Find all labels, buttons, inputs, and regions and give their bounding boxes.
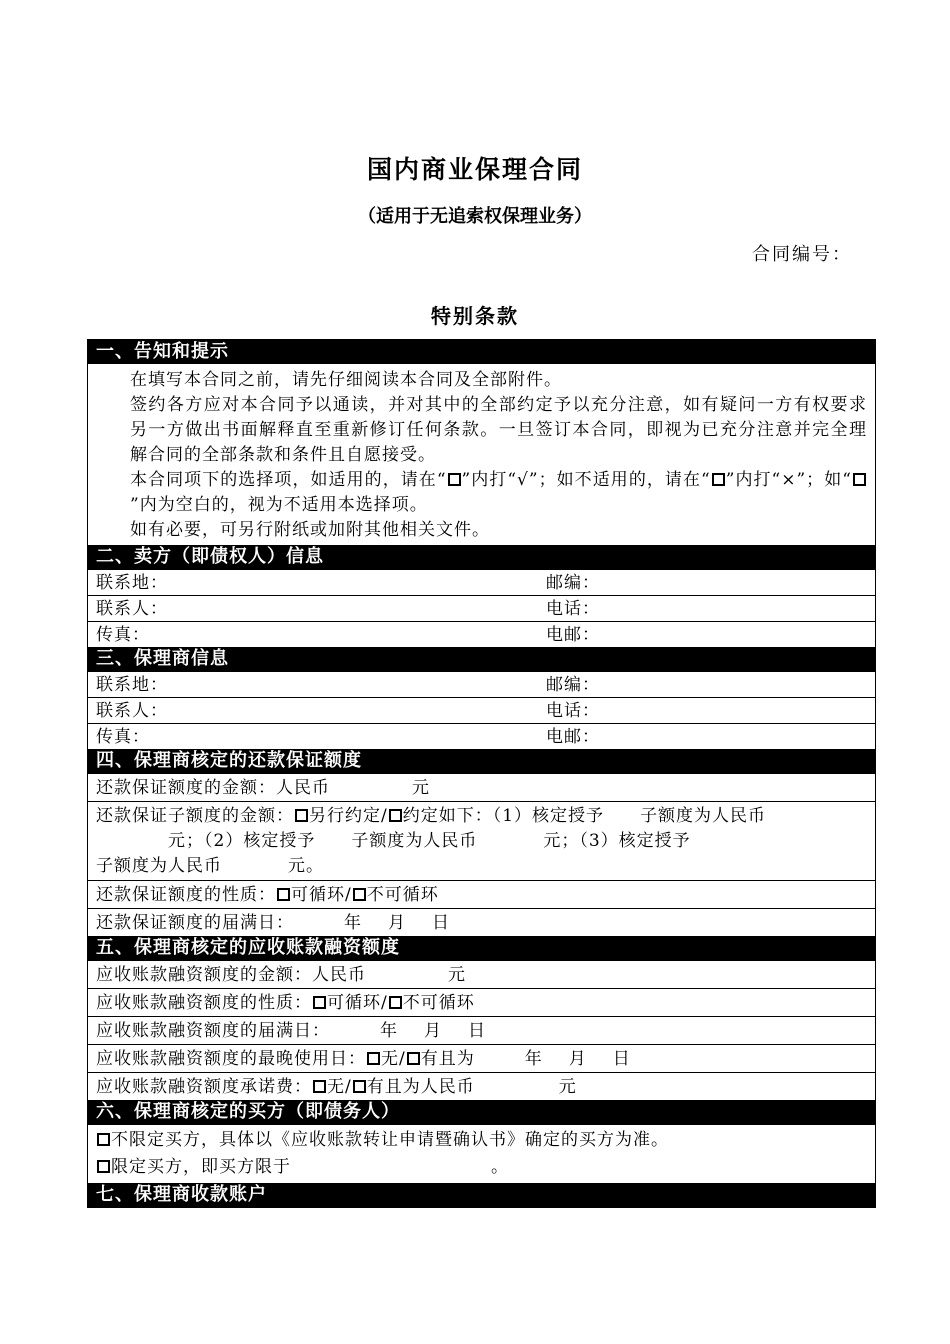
factor-email-field[interactable]: 电邮：: [546, 727, 600, 747]
factor-fax-field[interactable]: 传真：: [96, 727, 150, 747]
seller-row-fax: [88, 621, 875, 647]
seller-row-address: [88, 569, 875, 595]
guarantee-nature-row[interactable]: [88, 880, 875, 908]
bullet-icon: [96, 518, 130, 543]
checkbox-icon: [448, 473, 461, 486]
checkbox-none[interactable]: [313, 1080, 326, 1093]
notice-item: [96, 368, 867, 393]
sublimit-text: 元。: [288, 856, 324, 876]
date-month: 月: [424, 1021, 442, 1041]
date-month: 月: [388, 913, 406, 933]
financing-amount-label: 应收账款融资额度的金额：人民币: [96, 965, 366, 985]
checkbox-none[interactable]: [367, 1052, 380, 1065]
guarantee-sublimit-row[interactable]: [88, 801, 875, 880]
special-terms-heading: 特别条款: [431, 304, 519, 328]
financing-latest-use-row[interactable]: [88, 1044, 875, 1072]
nature-option: 不可循环: [402, 993, 475, 1013]
notice-item: [96, 393, 867, 468]
section-notice-header: 一、告知和提示: [88, 340, 875, 364]
unit-yuan: 元: [558, 1077, 577, 1097]
sublimit-text: 子额度为人民币: [351, 831, 478, 851]
checkbox-has[interactable]: [407, 1052, 420, 1065]
seller-postcode-field[interactable]: 邮编：: [546, 573, 600, 593]
financing-expiry-row[interactable]: [88, 1016, 875, 1044]
factor-contact-field[interactable]: 联系人：: [96, 701, 168, 721]
buyer-option-text: 不限定买方，具体以《应收账款转让申请暨确认书》确定的买方为准。: [111, 1130, 669, 1150]
sublimit-option: 另行约定/: [309, 806, 388, 826]
latest-use-option: 有且为: [420, 1049, 475, 1069]
factor-address-field[interactable]: 联系地：: [96, 675, 168, 695]
factor-row-fax: [88, 723, 875, 749]
unit-yuan: 元: [448, 965, 466, 985]
notice-list: [88, 364, 875, 545]
guarantee-amount-row[interactable]: [88, 773, 875, 801]
bullet-icon: [96, 468, 130, 518]
checkbox-agreed[interactable]: [389, 809, 402, 822]
checkbox-non-revolving[interactable]: [389, 996, 402, 1009]
section-collection-account-header: 七、保理商收款账户: [88, 1183, 875, 1207]
section-guarantee-limit-header: 四、保理商核定的还款保证额度: [88, 749, 875, 773]
sublimit-text: 子额度为人民币: [96, 856, 222, 876]
expiry-label: 还款保证额度的届满日：: [96, 913, 294, 933]
nature-option: 可循环/: [291, 885, 352, 905]
special-terms-form: [87, 339, 876, 1208]
section-buyer-header: 六、保理商核定的买方（即债务人）: [88, 1100, 875, 1124]
sublimit-label: 还款保证子额度的金额：: [96, 806, 294, 826]
notice-item: [96, 518, 867, 543]
commitment-fee-option: 有且为人民币: [366, 1077, 475, 1097]
seller-contact-field[interactable]: 联系人：: [96, 599, 168, 619]
date-day: 日: [432, 913, 450, 933]
buyer-option-unlimited[interactable]: [96, 1127, 867, 1154]
notice-text-part: ”内为空白的，视为不适用本选择项。: [130, 495, 428, 515]
bullet-icon: [96, 393, 130, 468]
section-seller-header: 二、卖方（即债权人）信息: [88, 545, 875, 569]
bullet-icon: [96, 368, 130, 393]
document-subtitle: （适用于无追索权保理业务）: [358, 206, 592, 227]
commitment-fee-label: 应收账款融资额度承诺费：: [96, 1077, 312, 1097]
date-day: 日: [468, 1021, 486, 1041]
document-title: 国内商业保理合同: [366, 155, 583, 184]
factor-phone-field[interactable]: 电话：: [546, 701, 600, 721]
notice-text-part: ”内打“√”；如不适用的，请在“: [461, 470, 711, 490]
seller-phone-field[interactable]: 电话：: [546, 599, 600, 619]
commitment-fee-option: 无/: [327, 1077, 352, 1097]
latest-use-label: 应收账款融资额度的最晚使用日：: [96, 1049, 366, 1069]
sublimit-text: 元；（2）核定授予: [168, 831, 316, 851]
seller-fax-field[interactable]: 传真：: [96, 625, 150, 645]
section-factor-header: 三、保理商信息: [88, 647, 875, 671]
date-year: 年: [524, 1049, 543, 1069]
financing-commitment-fee-row[interactable]: [88, 1072, 875, 1100]
notice-text: [130, 468, 867, 518]
notice-text: 在填写本合同之前，请先仔细阅读本合同及全部附件。: [130, 370, 562, 390]
nature-option: 可循环/: [327, 993, 388, 1013]
seller-address-field[interactable]: 联系地：: [96, 573, 168, 593]
seller-email-field[interactable]: 电邮：: [546, 625, 600, 645]
date-year: 年: [380, 1021, 398, 1041]
sublimit-text: 元；（3）核定授予: [543, 831, 691, 851]
financing-nature-row[interactable]: [88, 988, 875, 1016]
latest-use-option: 无/: [381, 1049, 406, 1069]
factor-postcode-field[interactable]: 邮编：: [546, 675, 600, 695]
notice-text: 如有必要，可另行附纸或加附其他相关文件。: [130, 520, 490, 540]
checkbox-icon: [853, 473, 866, 486]
nature-option: 不可循环: [366, 885, 439, 905]
expiry-label: 应收账款融资额度的届满日：: [96, 1021, 330, 1041]
guarantee-expiry-row[interactable]: [88, 908, 875, 936]
buyer-options: [88, 1124, 875, 1183]
factor-row-address: [88, 671, 875, 697]
factor-row-contact: [88, 697, 875, 723]
notice-text-part: 本合同项下的选择项，如适用的，请在“: [130, 470, 447, 490]
financing-amount-row[interactable]: [88, 960, 875, 988]
date-day: 日: [612, 1049, 631, 1069]
nature-label: 应收账款融资额度的性质：: [96, 993, 312, 1013]
guarantee-amount-label: 还款保证额度的金额：人民币: [96, 778, 330, 798]
date-year: 年: [344, 913, 362, 933]
seller-row-contact: [88, 595, 875, 621]
checkbox-non-revolving[interactable]: [353, 888, 366, 901]
checkbox-icon: [712, 473, 725, 486]
nature-label: 还款保证额度的性质：: [96, 885, 276, 905]
section-financing-limit-header: 五、保理商核定的应收账款融资额度: [88, 936, 875, 960]
buyer-option-text: 。: [491, 1157, 509, 1177]
checkbox-has[interactable]: [353, 1080, 366, 1093]
checkbox-revolving[interactable]: [277, 888, 290, 901]
sublimit-text: 子额度为人民币: [640, 806, 767, 826]
checkbox-revolving[interactable]: [313, 996, 326, 1009]
contract-number-label: 合同编号：: [752, 244, 852, 265]
notice-item: [96, 468, 867, 518]
notice-text: 签约各方应对本合同予以通读，并对其中的全部约定予以充分注意，如有疑问一方有权要求另一方做出书面解释直至重新修订任何条款。一旦签订本合同，即视为已充分注意并完全理解合同的全部条款和条件且自愿接受。: [130, 395, 867, 465]
checkbox-otherwise[interactable]: [295, 809, 308, 822]
notice-text-part: ”内打“×”；如“: [725, 470, 852, 490]
checkbox-limited[interactable]: [97, 1160, 110, 1173]
checkbox-unlimited[interactable]: [97, 1133, 110, 1146]
date-month: 月: [568, 1049, 587, 1069]
unit-yuan: 元: [412, 778, 430, 798]
buyer-option-text: 限定买方，即买方限于: [111, 1157, 291, 1177]
buyer-option-limited[interactable]: [96, 1154, 867, 1181]
sublimit-text: 约定如下：（1）核定授予: [402, 806, 605, 826]
